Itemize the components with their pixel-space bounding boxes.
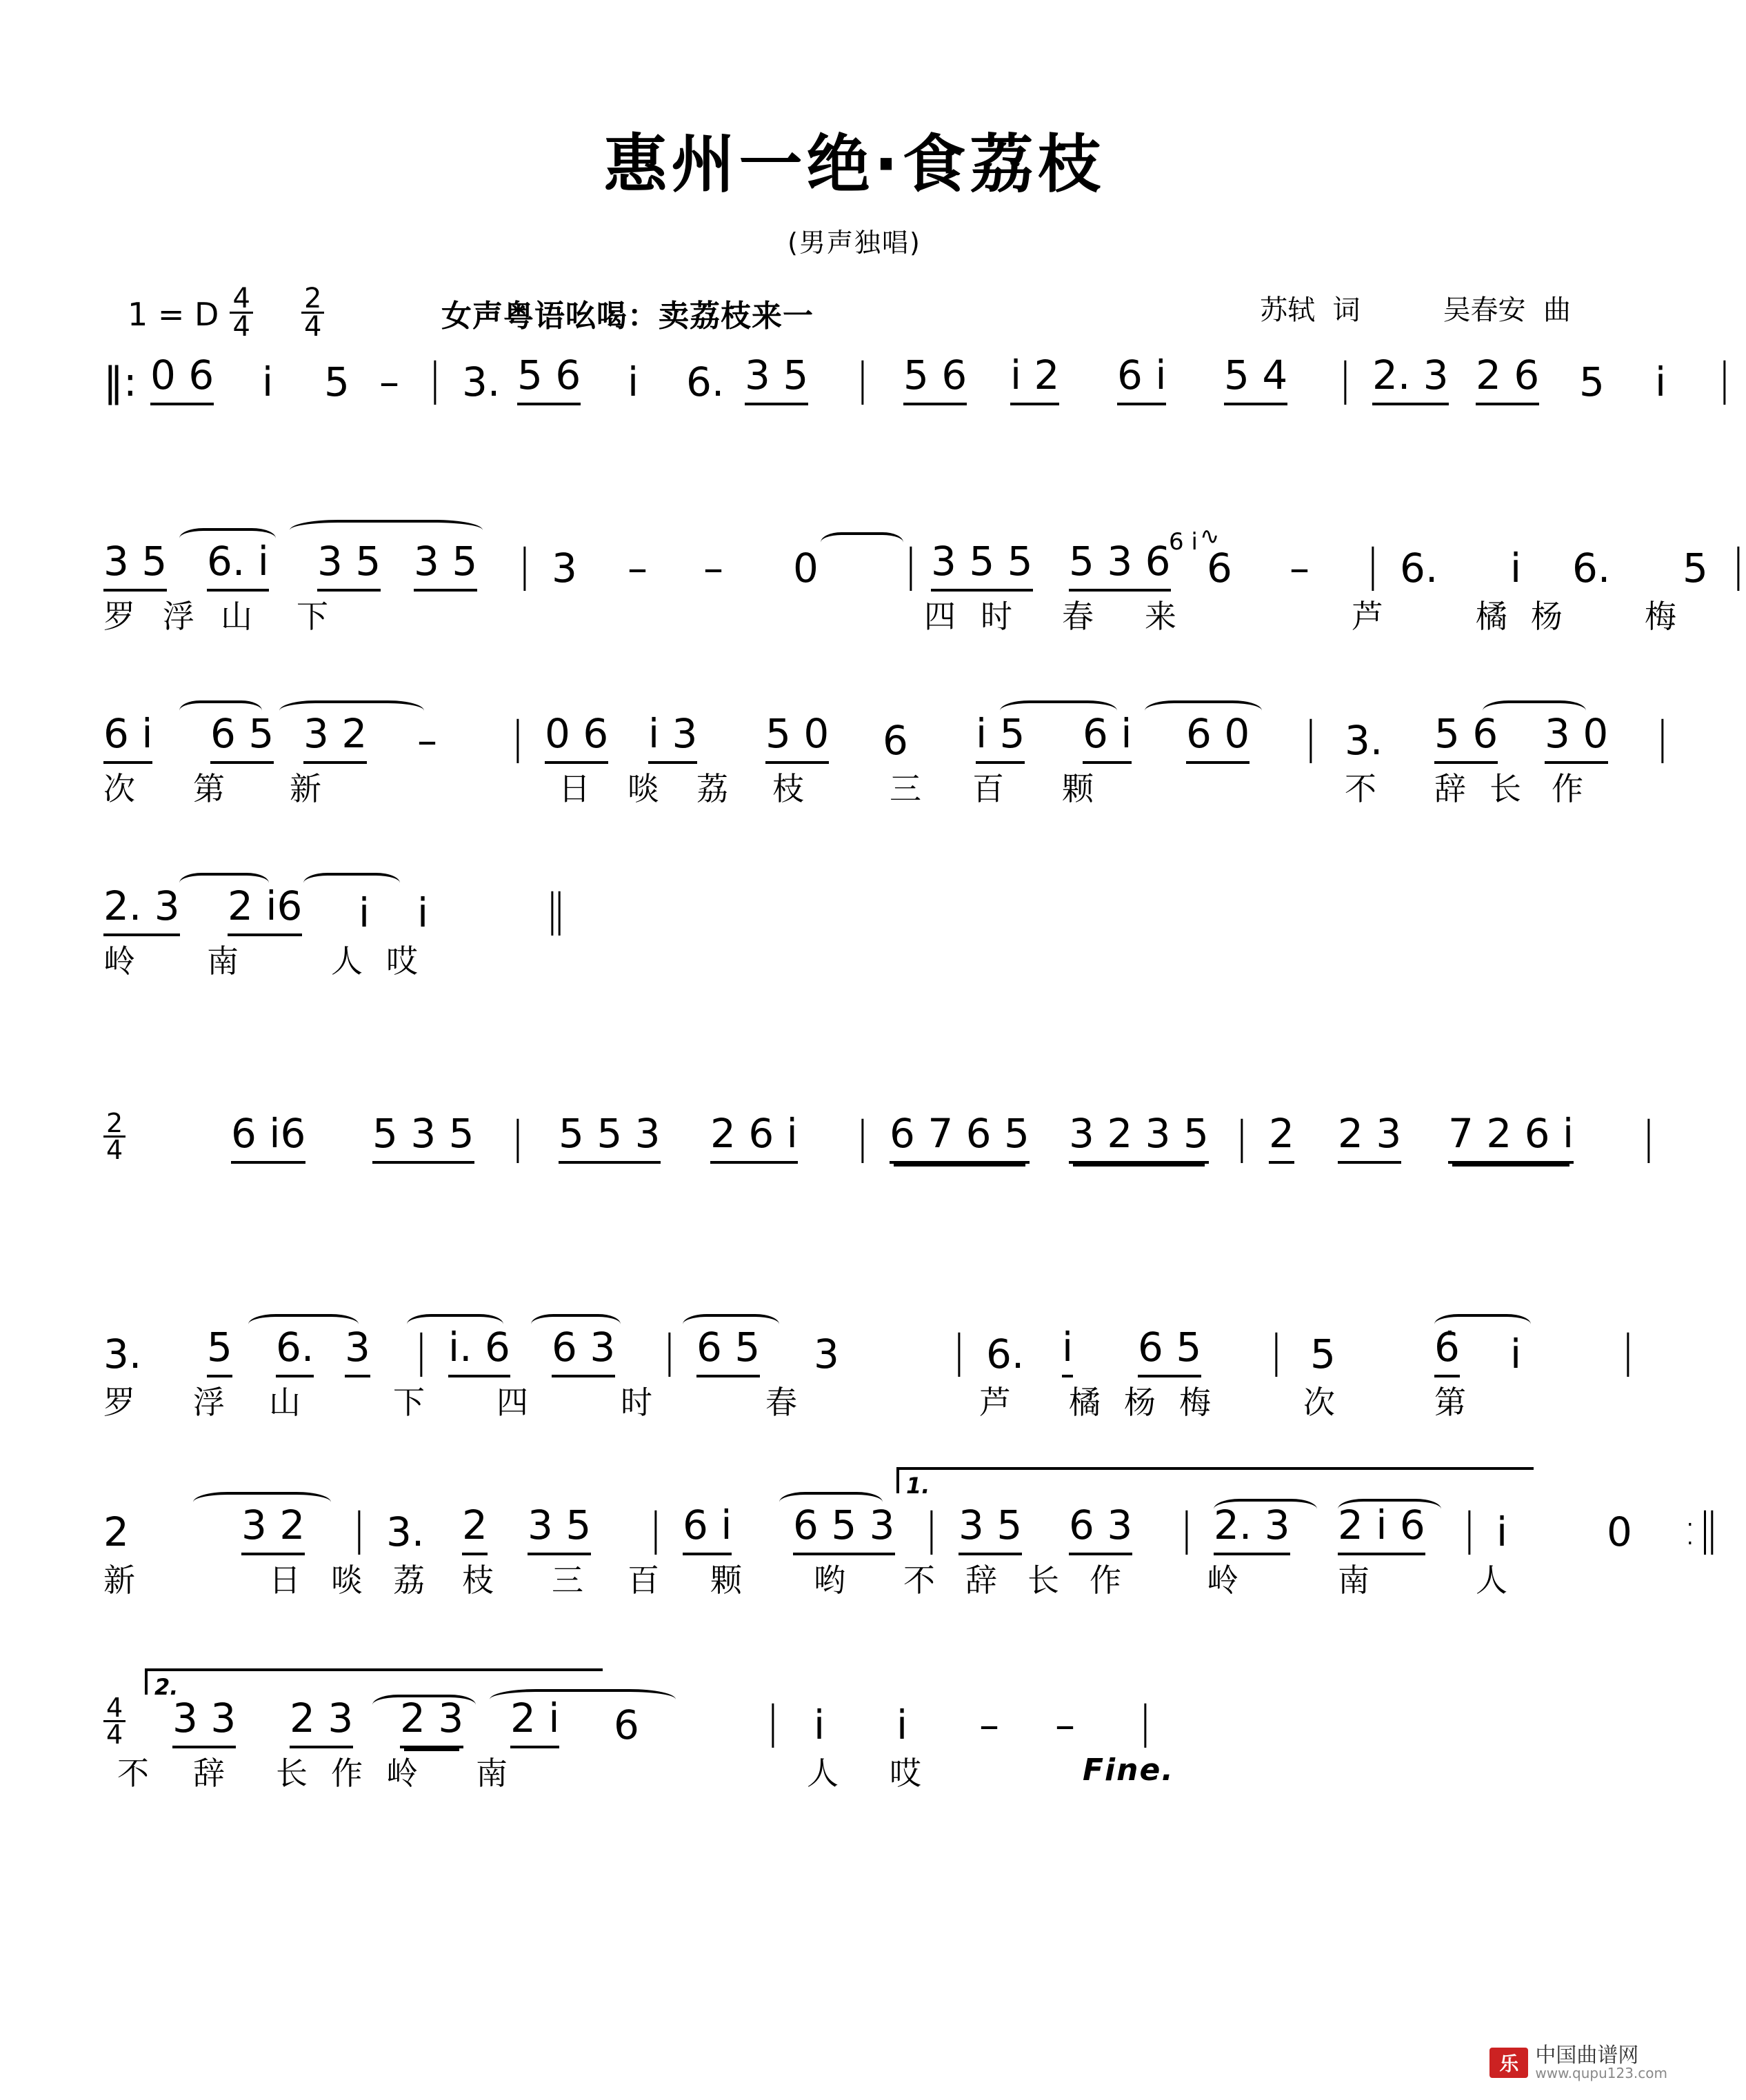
key-signature <box>128 283 324 343</box>
music-system-3 <box>103 700 1670 845</box>
lyric-line: 罗 浮 山 下 四 时 春 芦 橘 杨 梅 次 第 <box>103 1384 1467 1421</box>
music-system-1 <box>103 342 1732 459</box>
music-system-5 <box>103 1100 1656 1231</box>
logo-badge-icon: 乐 <box>1489 2048 1528 2078</box>
page-subtitle: (男声独唱) <box>787 228 921 258</box>
music-system-6 <box>103 1314 1636 1459</box>
spoken-direction: 女声粤语吆喝：卖荔枝来一 <box>441 299 814 334</box>
lyricist: 苏轼 词 <box>1260 294 1361 326</box>
notation-line: 3. 5 6. 3 | i̇. 6 6 3 | 6 5 3 | 6. i̇ 6 5 | 5 6̇ i̇ | <box>103 1324 1636 1377</box>
notation-line: 2. 3 2 i̇6 i̇ i̇ ‖ <box>103 882 567 936</box>
music-system-2 <box>103 523 1746 673</box>
volta-label: 1. <box>906 1473 930 1499</box>
notation-line: $\frac{4}{4}$ 3 3 2 3 2 3 2 i̇ 6 | i̇ i̇ – – | <box>103 1685 1626 1748</box>
lyric-line: 新 日 啖 荔 枝 三 百 颗 哟 不 辞 长 作 岭 南 人 <box>103 1562 1509 1599</box>
key-label: 1 = D <box>128 295 219 333</box>
logo-site-url: www.qupu123.com <box>1535 2065 1667 2081</box>
credits <box>1260 288 1571 327</box>
volta-label: 2. <box>154 1674 179 1700</box>
header-info-row <box>0 266 1709 342</box>
composer: 吴春安 曲 <box>1443 294 1571 326</box>
logo-site-name: 中国曲谱网 <box>1535 2043 1639 2068</box>
lyric-line: 罗 浮 山 下 四 时 春 来 芦 橘 杨 梅 <box>103 598 1678 635</box>
notation-line: 6 i̇ 6 5 3 2 – | 0 6 i̇ 3 5 0 6 i̇ 5 6 i̇ 6 0 | 3. 5 6 3 0 | <box>103 710 1670 764</box>
sheet-music-page <box>0 114 1746 2100</box>
notation-line: 3 5 6. i̇ 3 5 3 5 | 3 – – 0 | 3 5 5 5 3 6 6 i̇ ∿ 6 – | 6. i̇ 6. 5 | <box>103 523 1746 592</box>
time-signature-2: $\frac{2}{4}$ <box>301 285 324 340</box>
volta-bracket-1 <box>896 1467 1534 1499</box>
notation-line: 2 3 2 | 3. 2 3 5 | 6 i̇ 6 5 3 | 3 5 6 3 | 2. 3 2 i̇ 6 | i̇ 0 :‖ <box>103 1502 1720 1555</box>
page-title: 惠州一绝·食荔枝 <box>603 128 1105 201</box>
lyric-line <box>103 405 1626 458</box>
lyric-line: 次 第 新 日 啖 荔 枝 三 百 颗 不 辞 长 作 <box>103 770 1585 807</box>
music-system-4 <box>103 873 1626 1018</box>
logo-text <box>1535 2045 1667 2081</box>
music-system-8 <box>103 1674 1626 1837</box>
site-logo <box>1489 2045 1667 2081</box>
fine-marking: Fine. <box>1083 1753 1175 1788</box>
music-system-7 <box>103 1473 1720 1650</box>
notation-line: $\frac{2}{4}$ 6 i̇6 5 3 5 | 5 5 3 2 6 i̇ | 6 7 6 5 3 2 3 5 | 2 2 3 7 2 6 i̇ | <box>103 1100 1626 1164</box>
lyric-line: 不 辞 长 作 岭 南 人 哎 Fine. <box>117 1753 1175 1792</box>
lyric-line <box>103 1164 1626 1216</box>
time-signature-1: $\frac{4}{4}$ <box>230 285 252 340</box>
lyric-line: 岭 南 人 哎 <box>103 942 419 980</box>
notation-line: ‖: 0 6 i̇ 5 – | 3. 5 6 i̇ 6. 3 5 | 5 6 i̇ 2 6 i̇ 5 4 | 2. 3 2 6 5 i̇ | <box>103 352 1732 405</box>
